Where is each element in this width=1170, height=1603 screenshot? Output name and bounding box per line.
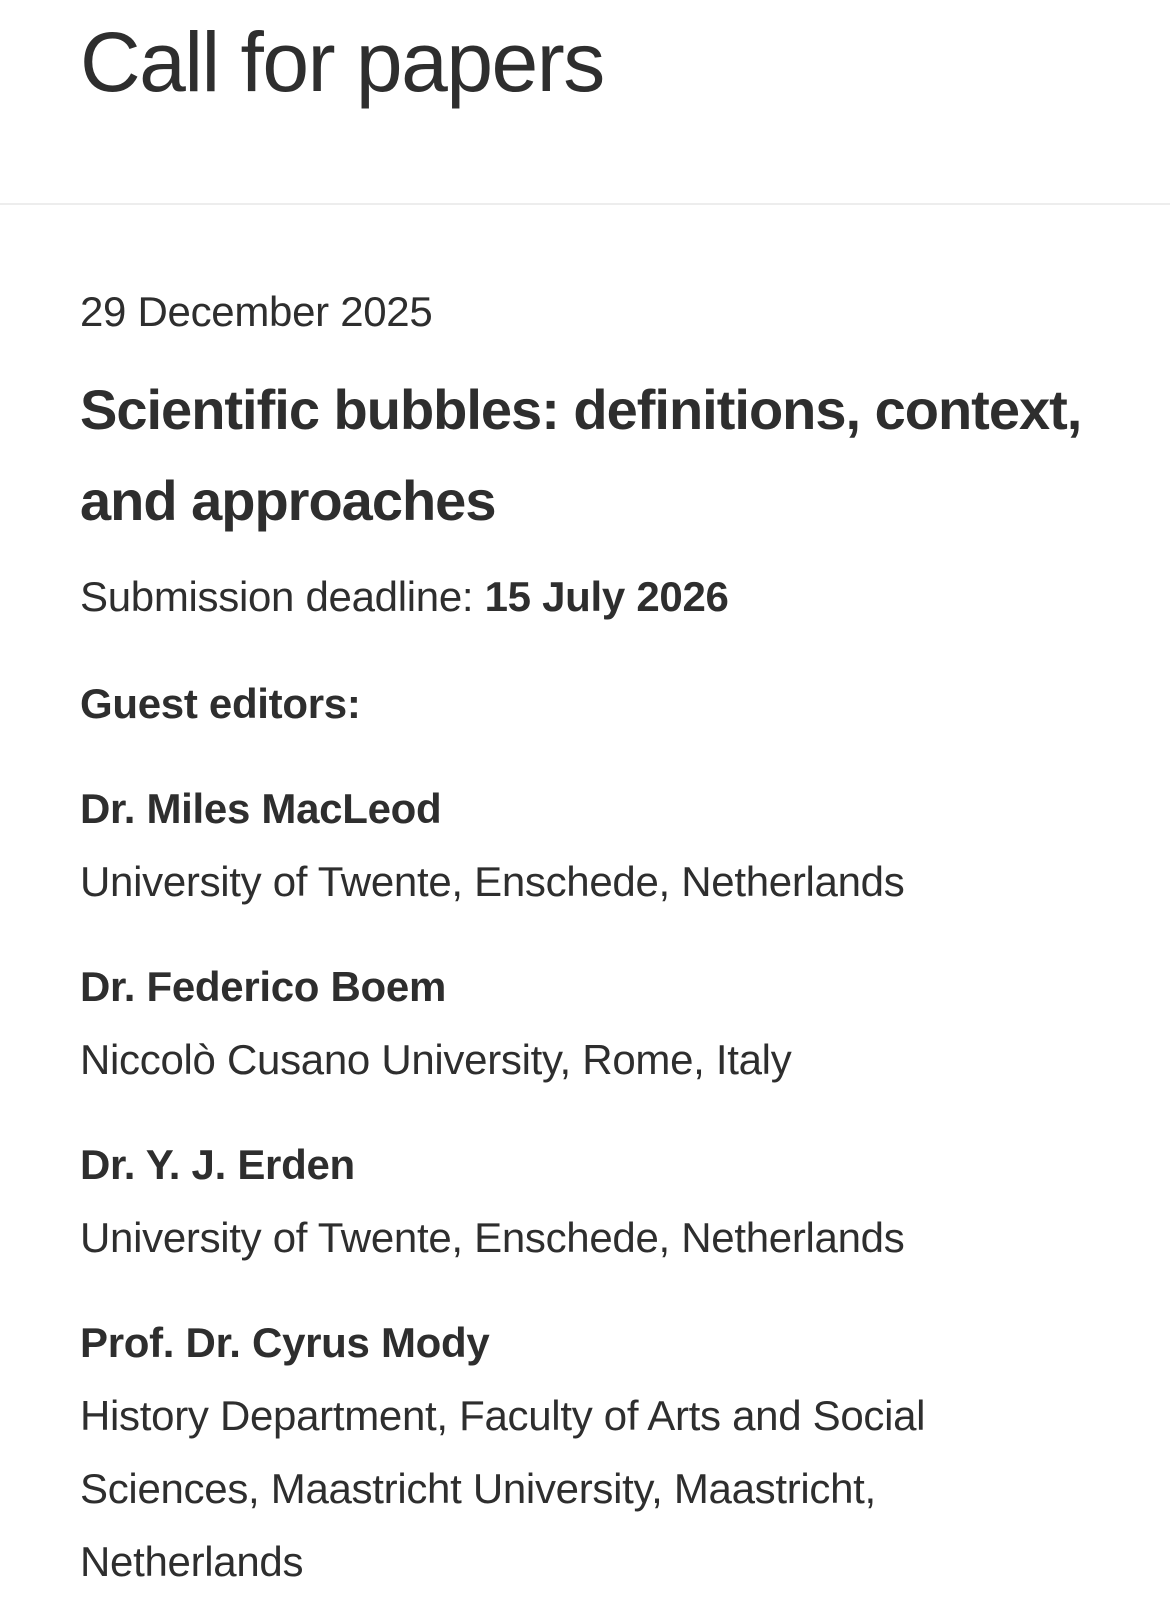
header-divider: [0, 203, 1170, 205]
editor-name: Dr. Miles MacLeod: [80, 785, 442, 832]
editor-name: Dr. Federico Boem: [80, 963, 447, 1010]
editor-entry: [80, 1128, 1090, 1274]
editor-affiliation: University of Twente, Enschede, Netherlands: [80, 1214, 905, 1261]
submission-deadline-label: Submission deadline:: [80, 573, 485, 620]
article-content: [0, 275, 1170, 1598]
guest-editors-heading: Guest editors:: [80, 680, 361, 727]
editor-entry: [80, 950, 1090, 1096]
submission-deadline: [80, 560, 1090, 633]
editor-affiliation: Niccolò Cusano University, Rome, Italy: [80, 1036, 792, 1083]
submission-deadline-value: 15 July 2026: [484, 573, 729, 620]
page-title: Call for papers: [80, 15, 604, 109]
editor-affiliation: University of Twente, Enschede, Netherlands: [80, 858, 905, 905]
article-title: Scientific bubbles: definitions, context, and approaches: [80, 378, 1082, 532]
editor-entry: [80, 772, 1090, 918]
editor-name: Prof. Dr. Cyrus Mody: [80, 1319, 490, 1366]
editor-name: Dr. Y. J. Erden: [80, 1141, 355, 1188]
editor-affiliation: History Department, Faculty of Arts and Social Sciences, Maastricht University, Maastricht, Netherlands: [80, 1392, 926, 1585]
editor-entry: [80, 1306, 1090, 1598]
page-header: [0, 0, 1170, 110]
article-date: 29 December 2025: [80, 288, 433, 335]
